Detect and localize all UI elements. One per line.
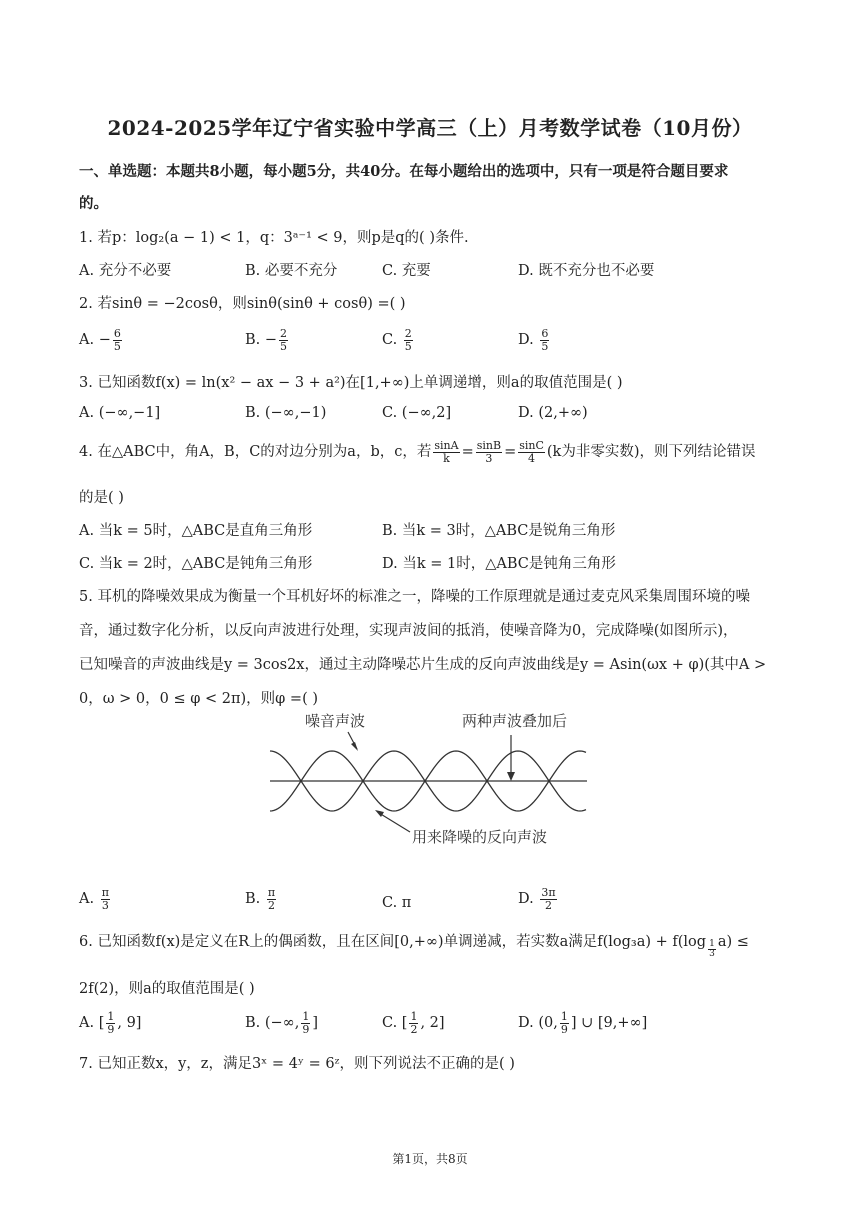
q3-option-b: B. (−∞,−1): [245, 405, 327, 421]
q1-option-b: B. 必要不充分: [245, 263, 338, 279]
noise-arrow-head: [351, 742, 358, 751]
q5-option-c: C. π: [382, 895, 412, 911]
section-heading: 一、单选题：本题共8小题，每小题5分，共40分。在每小题给出的选项中，只有一项是符合题目要求: [79, 163, 729, 180]
q5-sound-wave-figure: [265, 705, 595, 855]
q2-option-d: D. $\frac{6}{5}$: [518, 327, 549, 353]
q1-option-d: D. 既不充分也不必要: [518, 263, 655, 279]
q5-stem-line1: 5. 耳机的降噪效果成为衡量一个耳机好坏的标准之一，降噪的工作原理就是通过麦克风采集周围环境的噪: [79, 589, 750, 605]
anti-arrow-line: [379, 813, 410, 832]
q5-option-a: A. $\frac{\pi}{3}$: [79, 886, 109, 912]
noise-wave-label: 噪音声波: [305, 712, 366, 730]
q1-stem: 1. 若p：log₂(a − 1) < 1，q：3ᵃ⁻¹ < 9，则p是q的( )条件.: [79, 230, 469, 246]
q3-option-a: A. (−∞,−1]: [79, 405, 161, 421]
section-heading-cont: 的。: [79, 195, 108, 212]
q6-option-b: B. (−∞, $\frac{1}{9}$ ]: [245, 1010, 319, 1036]
q4-stem-cont: 的是( ): [79, 490, 124, 506]
anti-wave-label: 用来降噪的反向声波: [412, 828, 548, 846]
page-footer: 第1页，共8页: [392, 1152, 468, 1166]
q4-stem: 4. 在△ABC中，角A，B，C的对边分别为a，b，c，若 $\frac{\sin A}{k}$ = $\frac{\sin B}{3}$ = $\frac{\sin C}{4}$ (k为非零实数)，则下列结论错误: [79, 439, 756, 465]
q6-option-a: A. [ $\frac{1}{9}$ , 9]: [79, 1010, 142, 1036]
q3-option-d: D. (2,+∞): [518, 405, 588, 421]
q2-stem: 2. 若sinθ = −2cosθ，则sinθ(sinθ + cosθ) =( ): [79, 296, 406, 312]
q2-option-b: B. − $\frac{2}{5}$: [245, 327, 288, 353]
q2-option-a: A. − $\frac{6}{5}$: [79, 327, 121, 353]
q6-stem-line2: 2f(2)，则a的取值范围是( ): [79, 981, 255, 997]
q3-stem: 3. 已知函数f(x) = ln(x² − ax − 3 + a²)在[1,+∞)上单调递增，则a的取值范围是( ): [79, 375, 623, 391]
q4-option-c: C. 当k = 2时，△ABC是钝角三角形: [79, 556, 313, 572]
q6-option-d: D. (0, $\frac{1}{9}$ ] ∪ [9,+∞]: [518, 1010, 648, 1036]
anti-arrow-head: [375, 810, 384, 817]
q4-option-d: D. 当k = 1时，△ABC是钝角三角形: [382, 556, 616, 572]
q7-stem: 7. 已知正数x，y，z，满足3ˣ = 4ʸ = 6ᶻ，则下列说法不正确的是( ): [79, 1056, 515, 1072]
q4-option-b: B. 当k = 3时，△ABC是锐角三角形: [382, 523, 616, 539]
q5-option-d: D. $\frac{3\pi}{2}$: [518, 886, 556, 912]
combined-wave-label: 两种声波叠加后: [462, 712, 568, 730]
q6-option-c: C. [ $\frac{1}{2}$ , 2]: [382, 1010, 445, 1036]
combined-arrow-head: [507, 772, 515, 781]
q5-stem-line4: 0，ω > 0，0 ≤ φ < 2π)，则φ =( ): [79, 691, 319, 707]
q3-option-c: C. (−∞,2]: [382, 405, 452, 421]
q6-stem-line1: 6. 已知函数f(x)是定义在R上的偶函数，且在区间[0,+∞)单调递减，若实数a满足f(log₃a) + f(log $\frac{1}{3}$ a) ≤: [79, 934, 749, 959]
q4-option-a: A. 当k = 5时，△ABC是直角三角形: [79, 523, 313, 539]
page-title: 2024-2025学年辽宁省实验中学高三（上）月考数学试卷（10月份）: [107, 116, 753, 140]
q5-stem-line3: 已知噪音的声波曲线是y = 3cos2x，通过主动降噪芯片生成的反向声波曲线是y = Asin(ωx + φ)(其中A >: [79, 657, 767, 673]
q5-stem-line2: 音，通过数字化分析，以反向声波进行处理，实现声波间的抵消，使噪音降为0，完成降噪(如图所示)，: [79, 623, 738, 639]
q2-option-c: C. $\frac{2}{5}$: [382, 327, 412, 353]
q1-option-c: C. 充要: [382, 263, 431, 279]
q5-option-b: B. $\frac{\pi}{2}$: [245, 886, 276, 912]
q1-option-a: A. 充分不必要: [79, 263, 172, 279]
